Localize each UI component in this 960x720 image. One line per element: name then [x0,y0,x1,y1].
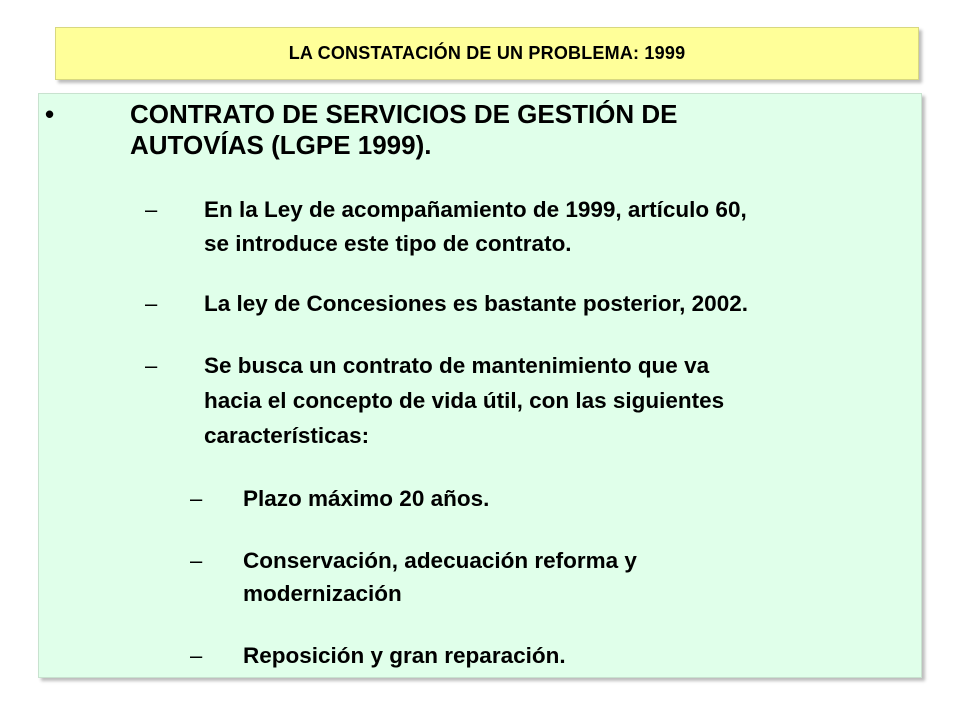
sub-item-3-line-3: características: [204,423,370,448]
sub-item-2-line-1: La ley de Concesiones es bastante posterior, 2002. [204,291,748,316]
sub-item-1-line-1: En la Ley de acompañamiento de 1999, artículo 60, [204,197,747,222]
sub-item-1-line-2: se introduce este tipo de contrato. [204,231,572,256]
main-bullet-line-1: CONTRATO DE SERVICIOS DE GESTIÓN DE [130,99,678,129]
main-bullet-marker: • [45,99,55,129]
sub-sub-item-1-marker: – [190,486,203,511]
sub-sub-item-2-line-2: modernización [243,581,402,606]
sub-sub-item-3-marker: – [190,643,203,668]
sub-item-3-marker: – [145,353,158,378]
sub-item-3-line-2: hacia el concepto de vida útil, con las siguientes [204,388,725,413]
sub-item-2-marker: – [145,291,158,316]
sub-sub-item-2-marker: – [190,548,203,573]
sub-sub-item-1-line-1: Plazo máximo 20 años. [243,486,490,511]
slide-title-box [55,27,919,80]
sub-sub-item-3-line-1: Reposición y gran reparación. [243,643,566,668]
sub-sub-item-2-line-1: Conservación, adecuación reforma y [243,548,637,573]
main-bullet-line-2: AUTOVÍAS (LGPE 1999). [130,130,432,160]
sub-item-1-marker: – [145,197,158,222]
slide-title: LA CONSTATACIÓN DE UN PROBLEMA: 1999 [288,43,686,63]
sub-item-3-line-1: Se busca un contrato de mantenimiento que va [204,353,710,378]
